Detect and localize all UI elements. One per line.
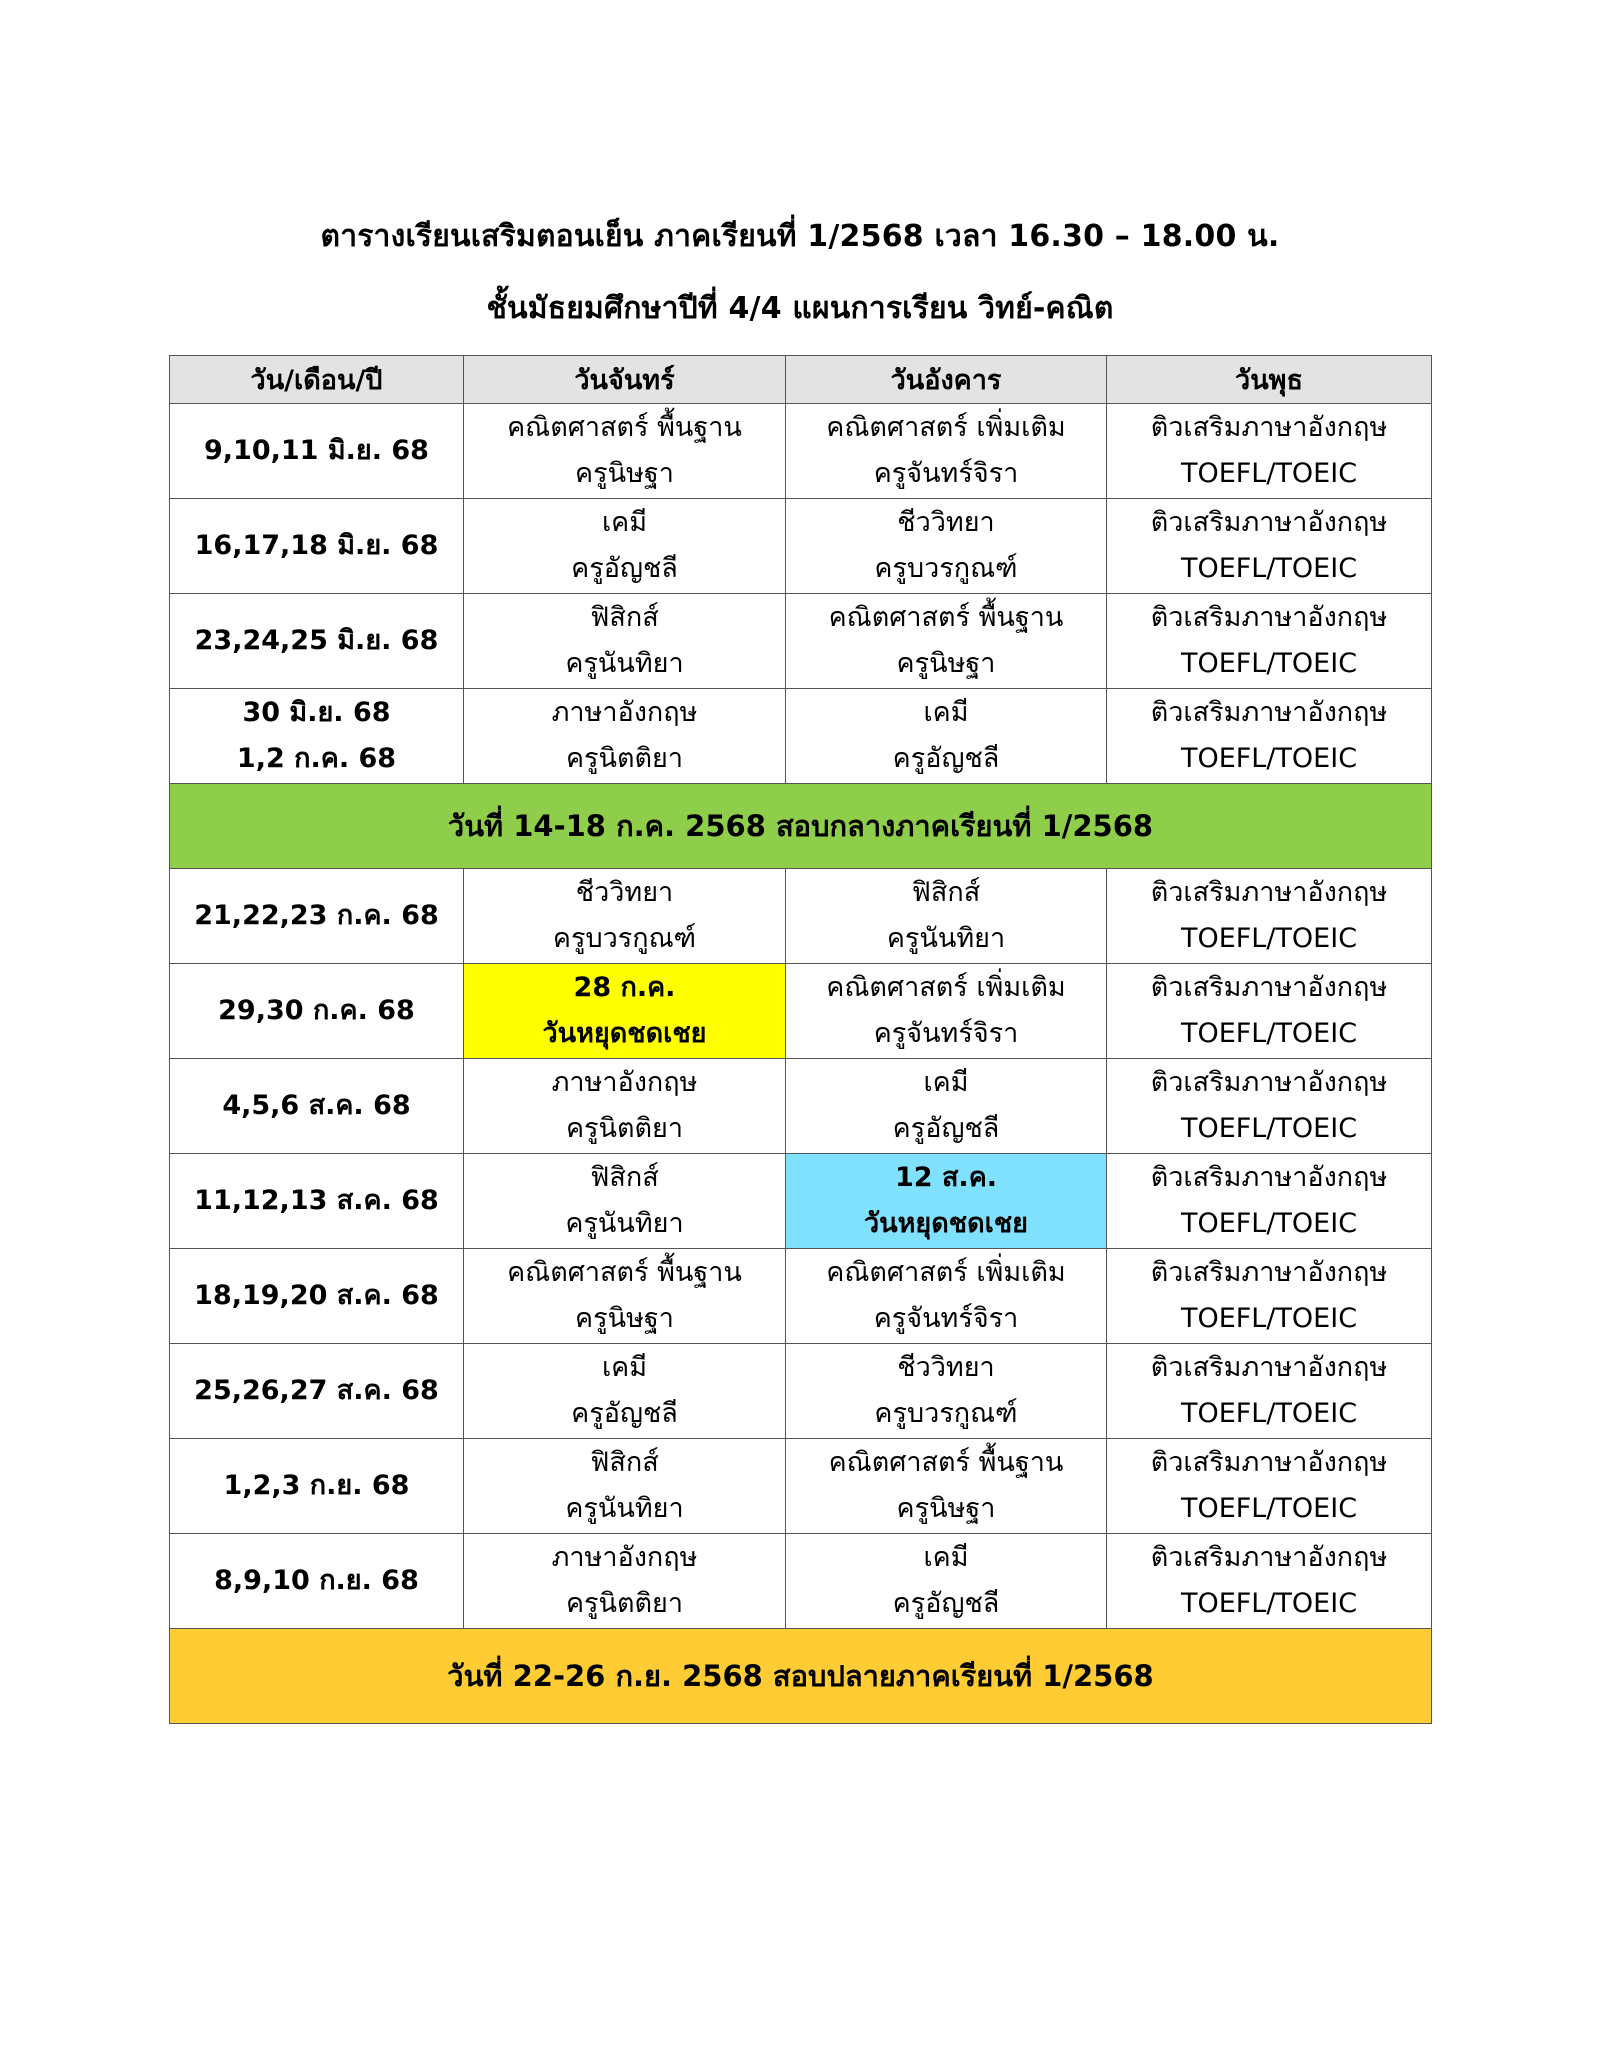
- teacher-label: ครูอัญชลี: [571, 553, 678, 584]
- date-line: 8,9,10 ก.ย. 68: [214, 1565, 419, 1596]
- subject-label: ฟิสิกส์: [590, 1162, 659, 1193]
- table-row: [170, 594, 1432, 689]
- date-line: 29,30 ก.ค. 68: [218, 995, 415, 1026]
- teacher-label: TOEFL/TOEIC: [1180, 1113, 1358, 1144]
- teacher-label: ครูอัญชลี: [892, 1588, 1000, 1619]
- date-line: 30 มิ.ย. 68: [242, 697, 391, 728]
- subject-label: คณิตศาสตร์ เพิ่มเติม: [826, 972, 1066, 1003]
- teacher-label: ครูนิษฐา: [575, 458, 674, 489]
- subject-label: ภาษาอังกฤษ: [551, 1067, 698, 1098]
- subject-label: ติวเสริมภาษาอังกฤษ: [1150, 1257, 1388, 1288]
- date-line: 4,5,6 ส.ค. 68: [222, 1090, 411, 1121]
- subject-label: ติวเสริมภาษาอังกฤษ: [1150, 1162, 1388, 1193]
- teacher-label: ครูนันทิยา: [565, 1493, 684, 1524]
- tuesday-cell: [786, 1249, 1107, 1344]
- header-date: วัน/เดือน/ปี: [170, 356, 464, 404]
- date-line: 23,24,25 มิ.ย. 68: [194, 625, 439, 656]
- tuesday-cell: [786, 594, 1107, 689]
- subject-label: ฟิสิกส์: [590, 1447, 659, 1478]
- subject-label: เคมี: [923, 697, 969, 728]
- subject-label: ติวเสริมภาษาอังกฤษ: [1150, 1447, 1388, 1478]
- monday-cell: [464, 1439, 786, 1534]
- date-cell: [170, 1154, 464, 1249]
- subject-label: เคมี: [601, 507, 648, 538]
- wednesday-cell: [1107, 689, 1432, 784]
- subject-label: คณิตศาสตร์ พื้นฐาน: [828, 602, 1064, 633]
- teacher-label: ครูบวรกูณฑ์: [874, 553, 1018, 584]
- tuesday-cell: [786, 1534, 1107, 1629]
- date-line: 11,12,13 ส.ค. 68: [194, 1185, 439, 1216]
- date-cell: [170, 1534, 464, 1629]
- header-row: [170, 356, 1432, 404]
- teacher-label: ครูนิษฐา: [896, 1493, 996, 1524]
- teacher-label: ครูอัญชลี: [892, 743, 1000, 774]
- subject-label: ติวเสริมภาษาอังกฤษ: [1150, 602, 1388, 633]
- tuesday-cell: [786, 1059, 1107, 1154]
- wednesday-cell: [1107, 1439, 1432, 1534]
- table-row: [170, 1154, 1432, 1249]
- table-row: [170, 1249, 1432, 1344]
- monday-cell: [464, 869, 786, 964]
- wednesday-cell: [1107, 1534, 1432, 1629]
- teacher-label: TOEFL/TOEIC: [1180, 1018, 1358, 1049]
- schedule-body: [170, 404, 1432, 1724]
- tuesday-cell: [786, 1344, 1107, 1439]
- monday-cell: [464, 964, 786, 1059]
- wednesday-cell: [1107, 1154, 1432, 1249]
- teacher-label: TOEFL/TOEIC: [1180, 648, 1358, 679]
- monday-cell: [464, 1534, 786, 1629]
- teacher-label: ครูจันทร์จิรา: [873, 1018, 1019, 1049]
- teacher-label: ครูนิษฐา: [575, 1303, 674, 1334]
- date-line: 18,19,20 ส.ค. 68: [194, 1280, 439, 1311]
- subject-label: เคมี: [923, 1067, 969, 1098]
- date-cell: [170, 594, 464, 689]
- table-row: [170, 869, 1432, 964]
- schedule-table: [169, 355, 1432, 1724]
- teacher-label: TOEFL/TOEIC: [1180, 743, 1358, 774]
- page-title: ตารางเรียนเสริมตอนเย็น ภาคเรียนที่ 1/2568 เวลา 16.30 – 18.00 น.: [320, 219, 1280, 254]
- monday-cell: [464, 404, 786, 499]
- wednesday-cell: [1107, 1249, 1432, 1344]
- date-cell: [170, 689, 464, 784]
- subject-label: ติวเสริมภาษาอังกฤษ: [1150, 1067, 1388, 1098]
- table-row: [170, 404, 1432, 499]
- subject-label: ภาษาอังกฤษ: [551, 697, 698, 728]
- subject-label: 12 ส.ค.: [894, 1162, 998, 1193]
- table-row: [170, 499, 1432, 594]
- midterm-exam-banner: วันที่ 14-18 ก.ค. 2568 สอบกลางภาคเรียนที่ 1/2568: [170, 784, 1432, 869]
- table-row: [170, 1344, 1432, 1439]
- teacher-label: TOEFL/TOEIC: [1180, 1588, 1358, 1619]
- subject-label: ชีววิทยา: [897, 1352, 995, 1383]
- monday-cell: [464, 1344, 786, 1439]
- monday-cell: [464, 1059, 786, 1154]
- subject-label: ติวเสริมภาษาอังกฤษ: [1150, 697, 1388, 728]
- subject-label: ติวเสริมภาษาอังกฤษ: [1150, 507, 1388, 538]
- subject-label: คณิตศาสตร์ พื้นฐาน: [507, 412, 742, 443]
- teacher-label: TOEFL/TOEIC: [1180, 1208, 1358, 1239]
- date-line: 9,10,11 มิ.ย. 68: [204, 435, 429, 466]
- tuesday-cell: [786, 964, 1107, 1059]
- tuesday-cell: [786, 869, 1107, 964]
- teacher-label: ครูบวรกูณฑ์: [874, 1398, 1018, 1429]
- date-line: 1,2 ก.ค. 68: [236, 743, 397, 774]
- subject-label: คณิตศาสตร์ เพิ่มเติม: [826, 1257, 1066, 1288]
- subject-label: ชีววิทยา: [575, 877, 674, 908]
- subject-label: ฟิสิกส์: [590, 602, 659, 633]
- subject-label: ภาษาอังกฤษ: [551, 1542, 698, 1573]
- table-row: [170, 1439, 1432, 1534]
- subject-label: ติวเสริมภาษาอังกฤษ: [1150, 1352, 1388, 1383]
- date-cell: [170, 1249, 464, 1344]
- wednesday-cell: [1107, 869, 1432, 964]
- subject-label: คณิตศาสตร์ พื้นฐาน: [507, 1257, 742, 1288]
- wednesday-cell: [1107, 964, 1432, 1059]
- teacher-label: TOEFL/TOEIC: [1180, 1493, 1358, 1524]
- teacher-label: ครูนิตติยา: [565, 1588, 684, 1619]
- tuesday-cell: [786, 689, 1107, 784]
- teacher-label: TOEFL/TOEIC: [1180, 1303, 1358, 1334]
- header-tuesday: วันอังคาร: [786, 356, 1107, 404]
- date-line: 25,26,27 ส.ค. 68: [194, 1375, 439, 1406]
- date-cell: [170, 499, 464, 594]
- monday-cell: [464, 1249, 786, 1344]
- date-line: 1,2,3 ก.ย. 68: [223, 1470, 410, 1501]
- teacher-label: TOEFL/TOEIC: [1180, 923, 1358, 954]
- teacher-label: ครูนิษฐา: [896, 648, 996, 679]
- date-line: 21,22,23 ก.ค. 68: [194, 900, 439, 931]
- teacher-label: ครูอัญชลี: [571, 1398, 678, 1429]
- subject-label: ฟิสิกส์: [911, 877, 981, 908]
- page-subtitle: ชั้นมัธยมศึกษาปีที่ 4/4 แผนการเรียน วิทย์-คณิต: [486, 291, 1114, 326]
- date-cell: [170, 1344, 464, 1439]
- date-cell: [170, 869, 464, 964]
- table-row: [170, 1059, 1432, 1154]
- monday-cell: [464, 689, 786, 784]
- date-cell: [170, 964, 464, 1059]
- teacher-label: วันหยุดชดเชย: [542, 1018, 707, 1049]
- monday-cell: [464, 594, 786, 689]
- header-wednesday: วันพุธ: [1107, 356, 1432, 404]
- date-line: 16,17,18 มิ.ย. 68: [194, 530, 439, 561]
- teacher-label: TOEFL/TOEIC: [1180, 1398, 1358, 1429]
- teacher-label: TOEFL/TOEIC: [1180, 458, 1358, 489]
- tuesday-cell: [786, 1154, 1107, 1249]
- midterm-exam-row: [170, 784, 1432, 869]
- tuesday-cell: [786, 1439, 1107, 1534]
- teacher-label: วันหยุดชดเชย: [863, 1208, 1028, 1239]
- tuesday-cell: [786, 499, 1107, 594]
- subject-label: เคมี: [923, 1542, 969, 1573]
- subject-label: ชีววิทยา: [897, 507, 995, 538]
- final-exam-row: [170, 1629, 1432, 1724]
- teacher-label: ครูจันทร์จิรา: [873, 458, 1019, 489]
- teacher-label: TOEFL/TOEIC: [1180, 553, 1358, 584]
- table-row: [170, 964, 1432, 1059]
- subject-label: เคมี: [601, 1352, 648, 1383]
- teacher-label: ครูบวรกูณฑ์: [552, 923, 697, 954]
- teacher-label: ครูนิตติยา: [565, 1113, 684, 1144]
- subject-label: ติวเสริมภาษาอังกฤษ: [1150, 412, 1388, 443]
- wednesday-cell: [1107, 499, 1432, 594]
- monday-cell: [464, 499, 786, 594]
- date-cell: [170, 404, 464, 499]
- wednesday-cell: [1107, 594, 1432, 689]
- final-exam-banner: วันที่ 22-26 ก.ย. 2568 สอบปลายภาคเรียนที่ 1/2568: [170, 1629, 1432, 1724]
- wednesday-cell: [1107, 1344, 1432, 1439]
- teacher-label: ครูนันทิยา: [886, 923, 1006, 954]
- subject-label: 28 ก.ค.: [573, 972, 676, 1003]
- teacher-label: ครูจันทร์จิรา: [873, 1303, 1019, 1334]
- table-row: [170, 1534, 1432, 1629]
- wednesday-cell: [1107, 404, 1432, 499]
- tuesday-cell: [786, 404, 1107, 499]
- subject-label: คณิตศาสตร์ พื้นฐาน: [828, 1447, 1064, 1478]
- teacher-label: ครูนันทิยา: [565, 1208, 684, 1239]
- wednesday-cell: [1107, 1059, 1432, 1154]
- date-cell: [170, 1059, 464, 1154]
- monday-cell: [464, 1154, 786, 1249]
- header-monday: วันจันทร์: [464, 356, 786, 404]
- subject-label: ติวเสริมภาษาอังกฤษ: [1150, 877, 1388, 908]
- teacher-label: ครูนันทิยา: [565, 648, 684, 679]
- teacher-label: ครูอัญชลี: [892, 1113, 1000, 1144]
- subject-label: ติวเสริมภาษาอังกฤษ: [1150, 1542, 1388, 1573]
- date-cell: [170, 1439, 464, 1534]
- table-row: [170, 689, 1432, 784]
- teacher-label: ครูนิตติยา: [565, 743, 684, 774]
- subject-label: ติวเสริมภาษาอังกฤษ: [1150, 972, 1388, 1003]
- subject-label: คณิตศาสตร์ เพิ่มเติม: [826, 412, 1066, 443]
